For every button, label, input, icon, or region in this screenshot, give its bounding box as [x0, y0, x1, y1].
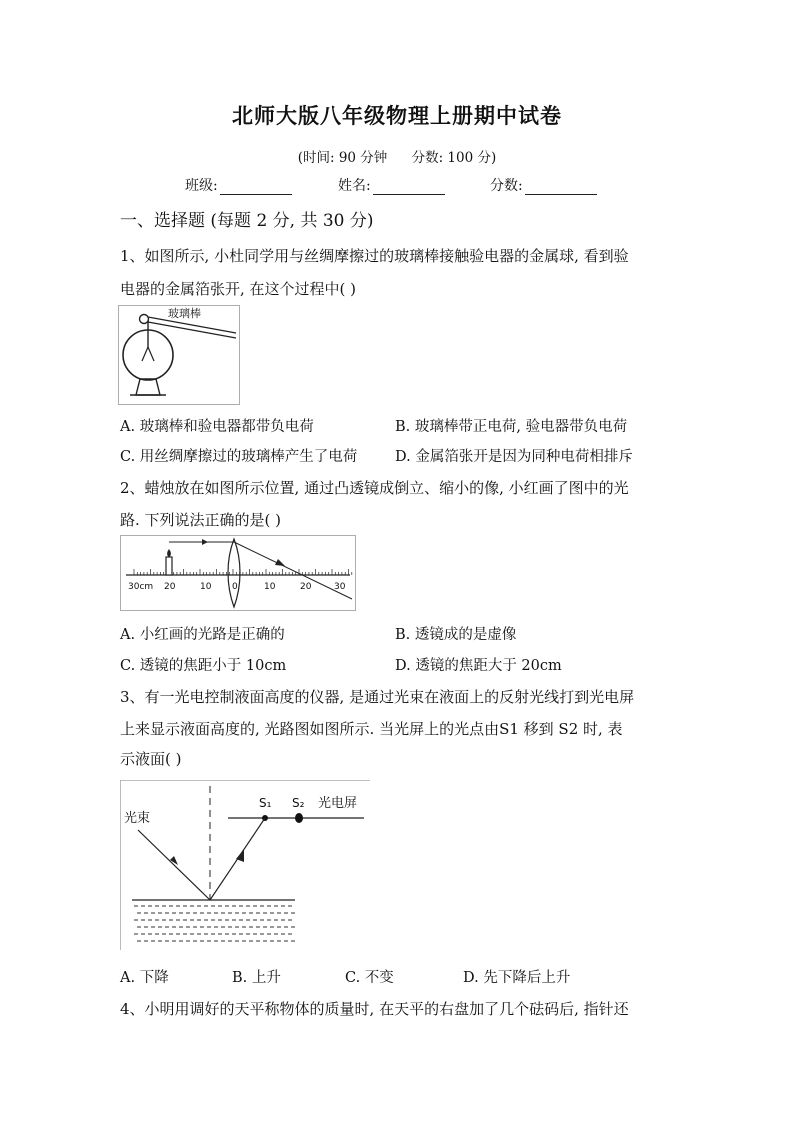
beam-arrow-1 [170, 856, 178, 865]
q2-option-b[interactable]: B. 透镜成的是虚像 [395, 627, 517, 643]
exam-score: 分数: 100 分) [411, 150, 497, 166]
q3-line1: 3、有一光电控制液面高度的仪器, 是通过光束在液面上的反射光线打到光电屏 [120, 688, 635, 706]
ruler-label: 10 [200, 582, 212, 592]
q1-line2: 电器的金属箔张开, 在这个过程中( ) [120, 280, 357, 298]
q3-option-c[interactable]: C. 不变 [345, 970, 394, 986]
q1-option-a[interactable]: A. 玻璃棒和验电器都带负电荷 [120, 419, 314, 435]
point-s2 [295, 813, 303, 823]
electroscope-base [136, 379, 160, 395]
screen-label: 光电屏 [318, 796, 358, 811]
ray-arrow-1 [202, 539, 208, 545]
metal-ball [140, 315, 149, 324]
section-heading: 一、选择题 (每题 2 分, 共 30 分) [120, 211, 374, 231]
liquid-level-figure [120, 780, 372, 952]
ruler-label: 0 [232, 582, 238, 592]
q3-option-b[interactable]: B. 上升 [232, 970, 281, 986]
s1-label: S₁ [259, 796, 272, 810]
ray-arrow-2 [275, 559, 285, 566]
class-field[interactable] [185, 175, 292, 195]
candle-flame [167, 549, 171, 557]
page-title: 北师大版八年级物理上册期中试卷 [232, 103, 562, 128]
q2-line2: 路. 下列说法正确的是( ) [120, 511, 282, 529]
class-blank[interactable] [220, 180, 292, 195]
ruler-labels [128, 582, 346, 592]
ruler-label: 10 [264, 582, 276, 592]
q1-option-b[interactable]: B. 玻璃棒带正电荷, 验电器带负电荷 [395, 419, 628, 435]
electroscope-figure [118, 305, 240, 405]
ruler-label: 30cm [128, 582, 154, 592]
q2-option-c[interactable]: C. 透镜的焦距小于 10cm [120, 658, 287, 674]
exam-meta [0, 146, 794, 166]
q2-option-a[interactable]: A. 小红画的光路是正确的 [120, 627, 285, 643]
ruler-label: 30 [334, 582, 346, 592]
q2-line1: 2、蜡烛放在如图所示位置, 通过凸透镜成倒立、缩小的像, 小红画了图中的光 [120, 479, 629, 497]
exam-time: (时间: 90 分钟 [297, 150, 388, 166]
q1-option-c[interactable]: C. 用丝绸摩擦过的玻璃棒产生了电荷 [120, 449, 358, 465]
lens-figure [120, 535, 356, 611]
q1-option-d[interactable]: D. 金属箔张开是因为同种电荷相排斥 [395, 449, 633, 465]
metal-foil-right [148, 347, 154, 361]
incident-beam [138, 830, 210, 900]
ruler-label: 20 [164, 582, 176, 592]
glass-rod-label: 玻璃棒 [168, 307, 201, 320]
class-label: 班级: [185, 178, 218, 194]
q4-line1: 4、小明用调好的天平称物体的质量时, 在天平的右盘加了几个砝码后, 指针还 [120, 1000, 629, 1018]
beam-label: 光束 [124, 811, 151, 826]
q3-line3: 示液面( ) [120, 750, 182, 768]
q2-option-d[interactable]: D. 透镜的焦距大于 20cm [395, 658, 562, 674]
name-label: 姓名: [338, 178, 371, 194]
liquid-hatching [134, 906, 295, 941]
q3-line2: 上来显示液面高度的, 光路图如图所示. 当光屏上的光点由S1 移到 S2 时, 表 [120, 720, 623, 738]
score-label: 分数: [490, 178, 523, 194]
metal-foil-left [142, 347, 148, 361]
figure-frame [121, 536, 356, 611]
score-field[interactable] [490, 175, 597, 195]
q3-option-d[interactable]: D. 先下降后上升 [463, 970, 571, 986]
q1-line1: 1、如图所示, 小杜同学用与丝绸摩擦过的玻璃棒接触验电器的金属球, 看到验 [120, 247, 629, 265]
candle [166, 557, 172, 575]
score-blank[interactable] [525, 180, 597, 195]
name-blank[interactable] [373, 180, 445, 195]
ruler-label: 20 [300, 582, 312, 592]
q3-option-a[interactable]: A. 下降 [120, 970, 169, 986]
s2-label: S₂ [292, 796, 305, 810]
name-field[interactable] [338, 175, 445, 195]
